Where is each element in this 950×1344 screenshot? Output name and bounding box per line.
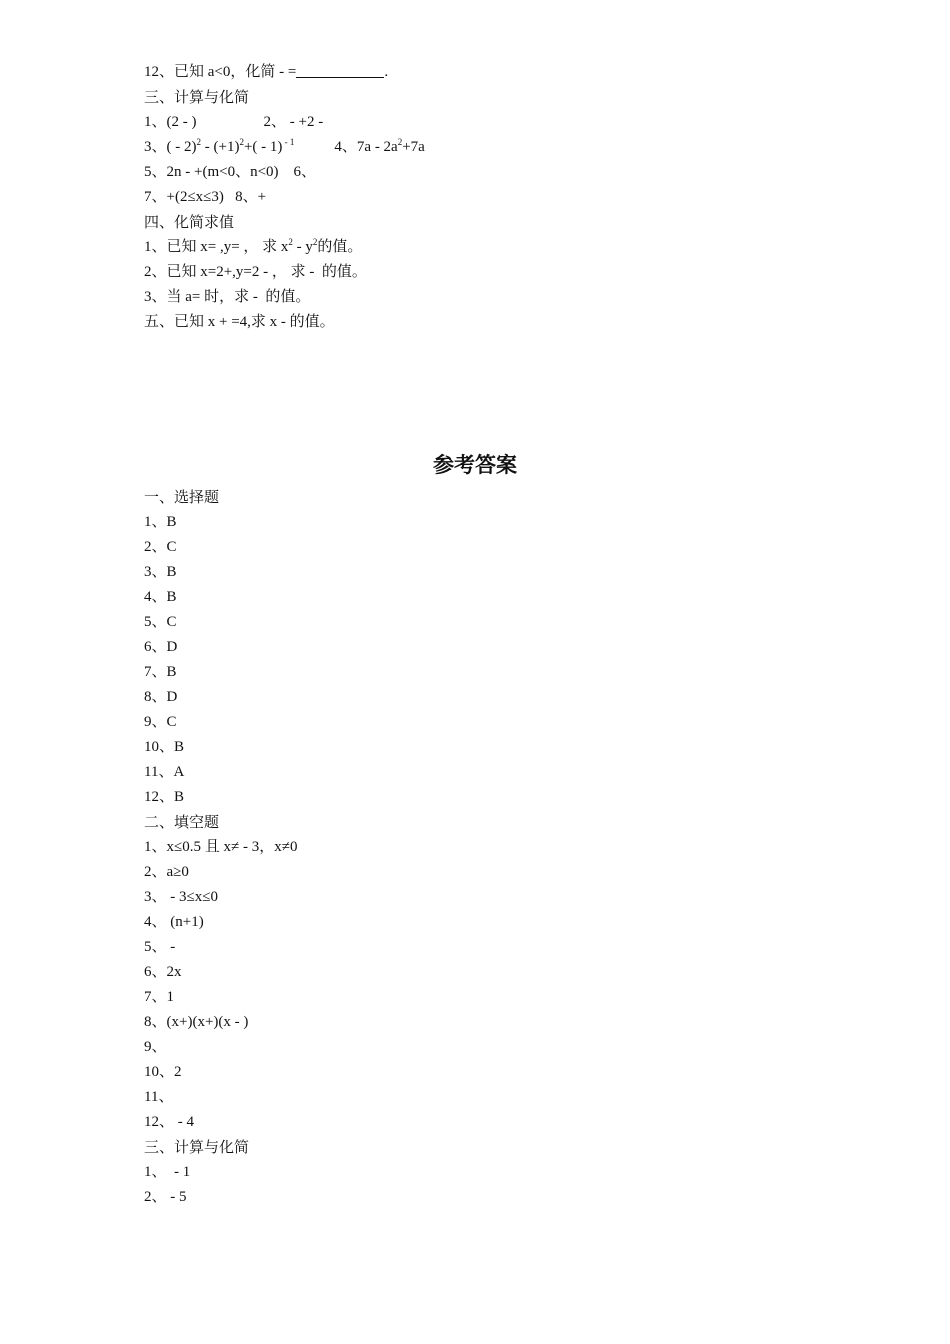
spacer [144, 335, 844, 445]
list-item: 8、(x+)(x+)(x - ) [144, 1014, 249, 1030]
list-item: 12、B [144, 789, 185, 805]
list-item: 8、D [144, 689, 178, 705]
calc-item-1: 1、(2 - ) [144, 114, 197, 130]
section-heading-calc-answers: 三、计算与化简 [144, 1138, 250, 1156]
list-item: 11、 [144, 1089, 174, 1105]
calc-item-4: 4、$7a - 2a^2+7a$ [334, 137, 425, 155]
document-page [144, 60, 844, 1210]
list-item: 5、 - [144, 939, 176, 955]
calc-answers-list [144, 1160, 844, 1210]
eval-item-1: 1、已知 x= ,y= ， 求 $x^2 - y^2$的值。 [144, 237, 363, 255]
section-heading-calc: 三、计算与化简 [144, 88, 250, 106]
list-item: 1、x≤0.5 且 x≠ - 3，x≠0 [144, 839, 298, 855]
list-item: 2、C [144, 539, 177, 555]
list-item: 4、B [144, 589, 177, 605]
answers-title: 参考答案 [433, 453, 517, 477]
list-item: 6、D [144, 639, 178, 655]
question-12-suffix: . [384, 64, 389, 80]
calc-row-3: 5、2n - +(m<0、n<0) 6、 [144, 164, 317, 180]
list-item: 2、 - 5 [144, 1189, 187, 1205]
list-item: 7、B [144, 664, 177, 680]
list-item: 12、 - 4 [144, 1114, 194, 1130]
calc-row-4: 7、+(2≤x≤3) 8、+ [144, 189, 267, 205]
list-item: 3、B [144, 564, 177, 580]
list-item: 9、C [144, 714, 177, 730]
question-12 [144, 60, 844, 85]
list-item: 4、 (n+1) [144, 914, 204, 930]
list-item: 10、2 [144, 1064, 182, 1080]
list-item: 3、 - 3≤x≤0 [144, 889, 218, 905]
list-item: 6、2x [144, 964, 182, 980]
section-heading-eval: 四、化简求值 [144, 213, 235, 231]
answer-blank [296, 63, 384, 78]
eval-item-2: 2、已知 x=2+,y=2 - ， 求 - 的值。 [144, 264, 367, 280]
list-item: 2、a≥0 [144, 864, 189, 880]
fill-answers-list [144, 835, 844, 1135]
calc-item-3: 3、( - $2)^2 - (+1)^2+( - 1)$ $^{- 1}$ [144, 137, 295, 155]
list-item: 5、C [144, 614, 177, 630]
list-item: 1、B [144, 514, 177, 530]
choice-answers-list [144, 510, 844, 810]
section-heading-fill: 二、填空题 [144, 813, 220, 831]
list-item: 10、B [144, 739, 185, 755]
list-item: 11、A [144, 764, 185, 780]
list-item: 7、1 [144, 989, 175, 1005]
calc-row-2 [144, 135, 844, 160]
section-5-question: 五、已知 x + =4,求 x - 的值。 [144, 314, 335, 330]
calc-item-2: 2、 - +2 - [263, 114, 324, 130]
calc-row-1 [144, 110, 844, 135]
section-heading-choice: 一、选择题 [144, 488, 220, 506]
question-12-text: 12、已知 a<0，化简 - = [144, 64, 297, 80]
list-item: 9、 [144, 1039, 167, 1055]
eval-item-3: 3、当 a= 时，求 - 的值。 [144, 289, 311, 305]
list-item: 1、 - 1 [144, 1164, 191, 1180]
